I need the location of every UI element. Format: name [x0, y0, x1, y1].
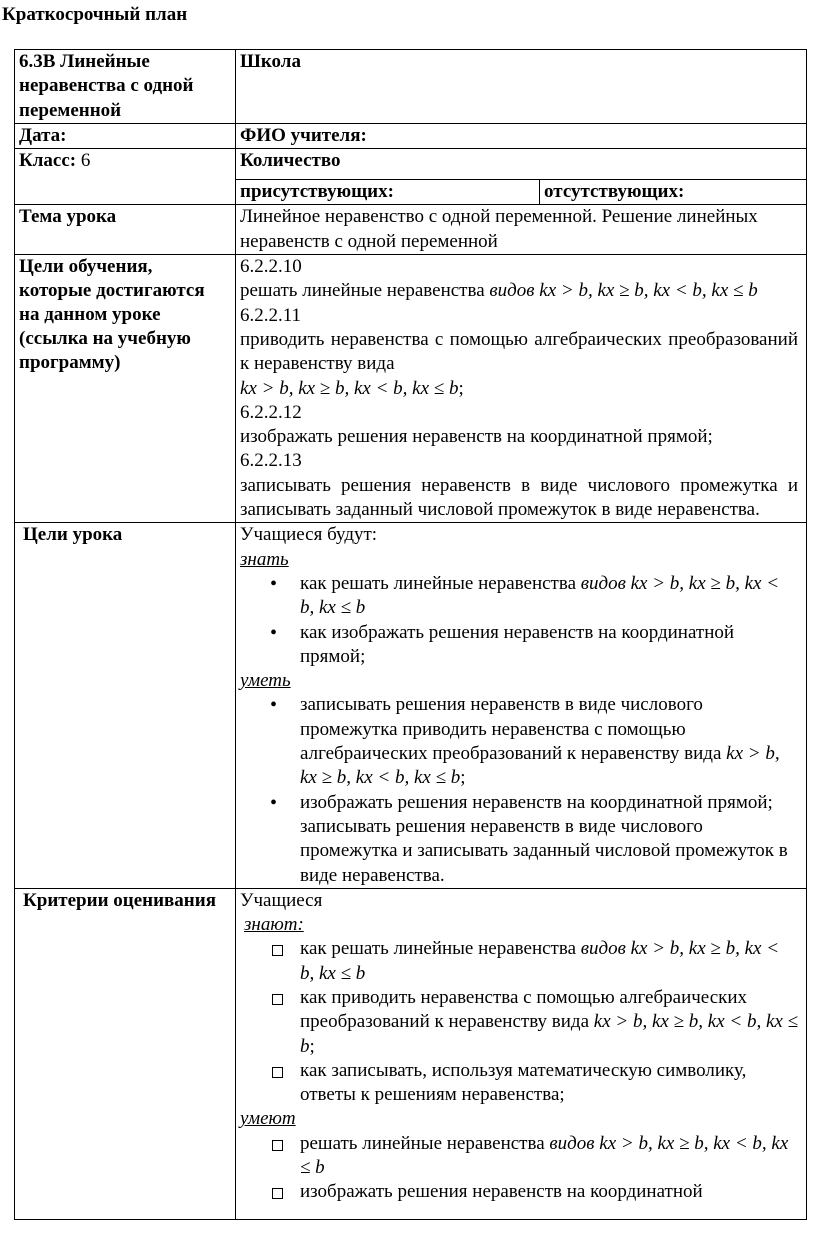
topic-label-cell: [15, 205, 236, 255]
criteria-label-cell: [15, 888, 236, 1219]
know-heading: знать: [240, 548, 289, 570]
attendance-inner-table: [236, 180, 806, 204]
class-row: [15, 149, 807, 205]
objective-formula: kx > b, kx ≥ b, kx < b, kx ≤ b;: [240, 377, 464, 399]
topic-label: Тема урока: [19, 206, 117, 228]
document-title: Краткосрочный план: [2, 4, 188, 25]
header-row: [15, 50, 807, 124]
date-label: Дата:: [19, 124, 67, 146]
know-list: [240, 572, 798, 669]
able-heading: уметь: [240, 670, 291, 692]
list-item: • как изображать решения неравенств на координатной прямой;: [300, 621, 798, 670]
objective-code: 6.2.2.13: [240, 450, 302, 472]
list-item: решать линейные неравенства видов kx > b, kx ≥ b, kx < b, kx ≤ b: [300, 1132, 798, 1181]
topic-value: Линейное неравенство с одной переменной. Решение линейных неравенств с одной переменной: [240, 206, 758, 252]
criteria-know-list: [240, 937, 798, 1107]
topic-row: [15, 205, 807, 255]
attendance-cell: [236, 149, 807, 205]
objectives-label-cell: [15, 255, 236, 523]
lesson-goals-row: [15, 523, 807, 888]
list-item: как записывать, используя математическую символику, ответы к решениям неравенства;: [300, 1059, 798, 1108]
able-list: [240, 693, 798, 887]
date-row: [15, 123, 807, 148]
criteria-row: [15, 888, 807, 1219]
criteria-cell: [236, 888, 807, 1219]
present-label: присутствующих:: [240, 181, 394, 203]
absent-label: отсутствующих:: [540, 180, 807, 204]
list-item: • изображать решения неравенств на координатной прямой; записывать решения неравенств в виде числового промежутка и записывать заданный числовой промежуток в виде неравенства.: [300, 791, 798, 888]
objective-code: 6.2.2.12: [240, 401, 302, 423]
criteria-know-heading: знают:: [244, 914, 304, 936]
objective-text: приводить неравенства с помощью алгебраических преобразований к неравенству вида: [240, 328, 798, 375]
objective-text: решать линейные неравенства видов kx > b, kx ≥ b, kx < b, kx ≤ b: [240, 280, 758, 302]
class-label: Класс:: [19, 150, 77, 172]
list-item: • записывать решения неравенств в виде числового промежутка приводить неравенства с помощью алгебраических преобразований к неравенству вида kx > b, kx ≥ b, kx < b, kx ≤ b;: [300, 693, 798, 790]
criteria-able-heading: умеют: [240, 1108, 296, 1130]
list-item: как приводить неравенства с помощью алгебраических преобразований к неравенству вида kx > b, kx ≥ b, kx < b, kx ≤ b;: [300, 986, 798, 1059]
date-cell: [15, 123, 236, 148]
lesson-goals-label: Цели урока: [23, 524, 123, 546]
teacher-label: ФИО учителя:: [240, 124, 367, 146]
criteria-intro: Учащиеся: [240, 889, 323, 911]
topic-value-cell: [236, 205, 807, 255]
objective-text: изображать решения неравенств на координатной прямой;: [240, 426, 713, 448]
criteria-label: Критерии оценивания: [23, 889, 216, 911]
count-label: Количество: [236, 149, 806, 180]
objectives-row: [15, 255, 807, 523]
unit-title: 6.3В Линейные неравенства с одной переменной: [19, 51, 194, 121]
lesson-goals-label-cell: [15, 523, 236, 888]
list-item: • как решать линейные неравенства видов kx > b, kx ≥ b, kx < b, kx ≤ b: [300, 572, 798, 621]
teacher-cell: [236, 123, 807, 148]
objective-code: 6.2.2.10: [240, 256, 302, 278]
list-item: изображать решения неравенств на координатной: [300, 1180, 798, 1204]
lesson-plan-table: [14, 49, 807, 1220]
criteria-able-list: [240, 1132, 798, 1205]
objective-code: 6.2.2.11: [240, 304, 302, 326]
lesson-goals-intro: Учащиеся будут:: [240, 524, 378, 546]
school-cell: [236, 50, 807, 124]
unit-title-cell: [15, 50, 236, 124]
class-value: 6: [76, 150, 91, 172]
class-cell: [15, 149, 236, 205]
objectives-cell: [236, 255, 807, 523]
lesson-goals-cell: [236, 523, 807, 888]
school-label: Школа: [240, 51, 301, 72]
list-item: как решать линейные неравенства видов kx > b, kx ≥ b, kx < b, kx ≤ b: [300, 937, 798, 986]
objective-text: записывать решения неравенств в виде числового промежутка и записывать заданный числовой промежуток в виде неравенства.: [240, 474, 798, 521]
objectives-label: Цели обучения, которые достигаются на данном уроке (ссылка на учебную программу): [19, 256, 205, 374]
